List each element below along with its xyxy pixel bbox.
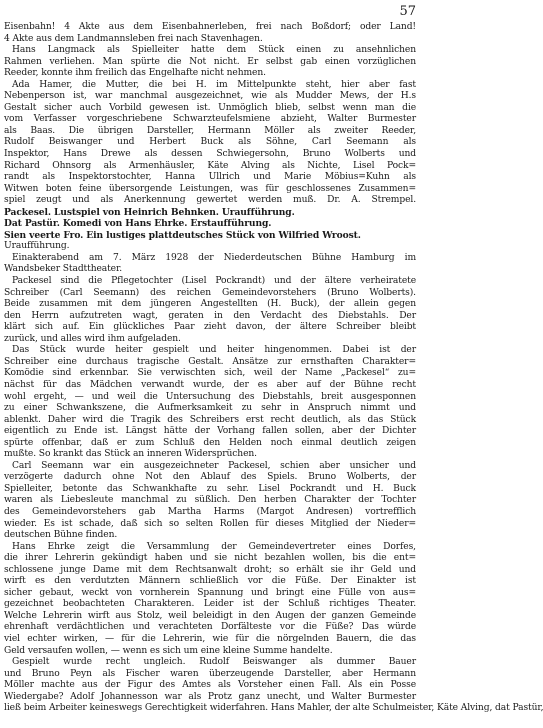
text-line: nächst für das Mädchen verwandt wurde, der es aber auf der Bühne recht — [4, 379, 416, 390]
text-line: klärt sich auf. Ein glückliches Paar zieht davon, der ältere Schreiber bleibt — [4, 322, 416, 333]
text-line: Witwen boten feine übersorgende Leistungen, was für geschlossenes Zusammen= — [4, 183, 416, 194]
text-line: sicher gebaut, weckt von vornherein Spannung und bringt eine Fülle von aus= — [4, 587, 416, 598]
text-line: spiel zeugt und als Anerkennung gewertet werden muß. Dr. A. Strempel. — [4, 195, 416, 206]
text-line: Gestalt sicher auch Vorbild gewesen ist. Unmöglich blieb, selbst wenn man die — [4, 102, 416, 113]
text-line: Packesel sind die Pflegetochter (Lisel Pockrandt) und der ältere verheiratete — [12, 276, 416, 287]
text-line: Welche Lehrerin wirft aus Stolz, weil beleidigt in den Augen der ganzen Gemeinde — [4, 610, 416, 621]
text-line: mußte. So krankt das Stück an inneren Widersprüchen. — [4, 449, 257, 460]
text-line: wirft es den verdutzten Männern schließlich vor die Füße. Der Einakter ist — [4, 576, 416, 587]
text-line: Inspektor, Hans Drewe als dessen Schwiegersohn, Bruno Wolberts und — [4, 149, 416, 160]
text-line: randt als Inspektorstochter, Hanna Ullrich und Marie Möbius=Kuhn als — [4, 172, 416, 183]
text-line: schlossene junge Dame mit dem Rechtsanwalt droht; so erhält sie ihr Geld und — [4, 564, 416, 575]
text-line: verzögerte dadurch ohne Not den Ablauf des Spiels. Bruno Wolberts, der — [4, 472, 416, 483]
text-line: Schreiber eine durchaus tragische Gestalt. Ansätze zur ernsthaften Charakter= — [4, 356, 416, 367]
heading-dat-pastuer: Dat Pastür. Komedi von Hans Ehrke. Erstaufführung. — [4, 218, 272, 230]
text-line: Das Stück wurde heiter gespielt und heiter hingenommen. Dabei ist der — [12, 345, 416, 356]
text-line: 4 Akte aus dem Landmannsleben frei nach Stavenhagen. — [4, 33, 263, 44]
text-line: deutschen Bühne finden. — [4, 530, 118, 541]
text-line: Rudolf Beiswanger und Herbert Buck als Söhne, Carl Seemann als — [4, 137, 416, 148]
text-line: eigentlich zu Ende ist. Längst hätte der Vorhang fallen sollen, aber der Dichter — [4, 426, 416, 437]
text-line: spürte offenbar, daß er zum Schluß den Helden noch einmal deutlich zeigen — [4, 437, 416, 448]
text-line: Hans Ehrke zeigt die Versammlung der Gemeindevertreter eines Dorfes, — [12, 541, 416, 552]
text-line: Beide zusammen mit dem jüngeren Angestellten (H. Buck), der allein gegen — [4, 299, 416, 310]
text-line: Nebenperson ist, war manchmal ausgezeichnet, wie als Mudder Mews, der H.s — [4, 91, 416, 102]
text-line: Carl Seemann war ein ausgezeichneter Packesel, schien aber unsicher und — [12, 460, 416, 471]
text-line: Wandsbeker Stadttheater. — [4, 264, 123, 275]
page-number: 57 — [399, 4, 416, 19]
text-line: Gespielt wurde recht ungleich. Rudolf Beiswanger als dummer Bauer — [12, 657, 416, 668]
text-line: vom Verfasser vorgeschriebene Schwarzteufelsmiene abzieht, Walter Burmester — [4, 114, 416, 125]
text-line: den Herrn aufzutreten wagt, geraten in den Verdacht des Diebstahls. Der — [4, 310, 416, 321]
text-line: Möller machte aus der Figur des Amtes als Vorsteher einen Fall. Als ein Posse — [4, 680, 416, 691]
text-line: des Gemeindevorstehers gab Martha Harms (Margot Andresen) vortrefflich — [4, 506, 416, 517]
text-line: wieder. Es ist schade, daß sich so selten Rollen für dieses Mitglied der Nieder= — [4, 518, 416, 529]
text-line: Spielleiter, betonte das Schwankhafte zu sehr. Lisel Pockrandt und H. Buck — [4, 483, 416, 494]
text-line: ablenkt. Daher wird die Tragik des Schreibers erst recht deutlich, als das Stück — [4, 414, 416, 425]
text-line: viel echter wirken, — für die Lehrerin, wie für die nörgelnden Bauern, die das — [4, 633, 416, 644]
text-line: Geld versaufen wollen, — wenn es sich um eine kleine Summe handelte. — [4, 645, 333, 656]
text-line: Wiedergabe? Adolf Johannesson war als Protz ganz unecht, und Walter Burmester — [4, 691, 416, 702]
text-line: ließ beim Arbeiter keineswegs Gerechtigkeit widerfahren. Hans Mahler, der alte Schulmeister, Käte Alving, dat Pastür, — [4, 703, 543, 714]
text-line: Einakterabend am 7. März 1928 der Niederdeutschen Bühne Hamburg im — [12, 252, 416, 263]
text-line: die ihrer Lehrerin gekündigt haben und sie nicht bezahlen wollen, bis die ent= — [4, 553, 416, 564]
text-line: zu einer Schwankszene, die Aufmerksamkeit zu sehr in Anspruch nimmt und — [4, 403, 416, 414]
heading-sien-veerte-fro: Sien veerte Fro. Ein lustiges plattdeutsches Stück von Wilfried Wroost. — [4, 229, 361, 241]
text-line: Reeder, konnte ihm freilich das Engelhafte nicht nehmen. — [4, 68, 266, 79]
text-line: Hans Langmack als Spielleiter hatte dem Stück einen zu ansehnlichen — [12, 45, 416, 56]
text-line: Komödie sind erkennbar. Sie verwischten sich, weil der Name „Packesel“ zu= — [4, 368, 416, 379]
body-text — [4, 22, 543, 715]
text-line: waren als Liebesleute manchmal zu süßlich. Den herben Charakter der Tochter — [4, 495, 416, 506]
text-line: Eisenbahn! 4 Akte aus dem Eisenbahnerleben, frei nach Boßdorf; oder Land! — [4, 22, 416, 32]
heading-packesel: Packesel. Lustspiel von Heinrich Behnken. Uraufführung. — [4, 206, 295, 218]
text-line: Richard Ohnsorg als Armenhäusler, Käte Alving als Nichte, Lisel Pock= — [4, 160, 416, 171]
text-line: Uraufführung. — [4, 241, 70, 252]
text-line: wohl ergeht, — und weil die Untersuchung des Diebstahls, breit ausgesponnen — [4, 391, 416, 402]
text-line: gezeichnet beobachteten Charakteren. Leider ist der Schluß richtiges Theater. — [4, 599, 416, 610]
text-line: und Bruno Peyn als Fischer waren überzeugende Darsteller, aber Hermann — [4, 668, 416, 679]
text-line: Ada Hamer, die Mutter, die bei H. im Mittelpunkte steht, hier aber fast — [12, 79, 416, 90]
text-line: als Baas. Die übrigen Darsteller, Hermann Möller als zweiter Reeder, — [4, 125, 416, 136]
text-line: zurück, und alles wird ihm aufgeladen. — [4, 333, 181, 344]
text-line: Rahmen verliehen. Man spürte die Not nicht. Er selbst gab einen vorzüglichen — [4, 56, 416, 67]
text-line: Schreiber (Carl Seemann) des reichen Gemeindevorstehers (Bruno Wolberts). — [4, 287, 416, 298]
text-line: ehrenhaft verdächtlichen und verachteten Dorfälteste vor die Füße? Das würde — [4, 622, 416, 633]
